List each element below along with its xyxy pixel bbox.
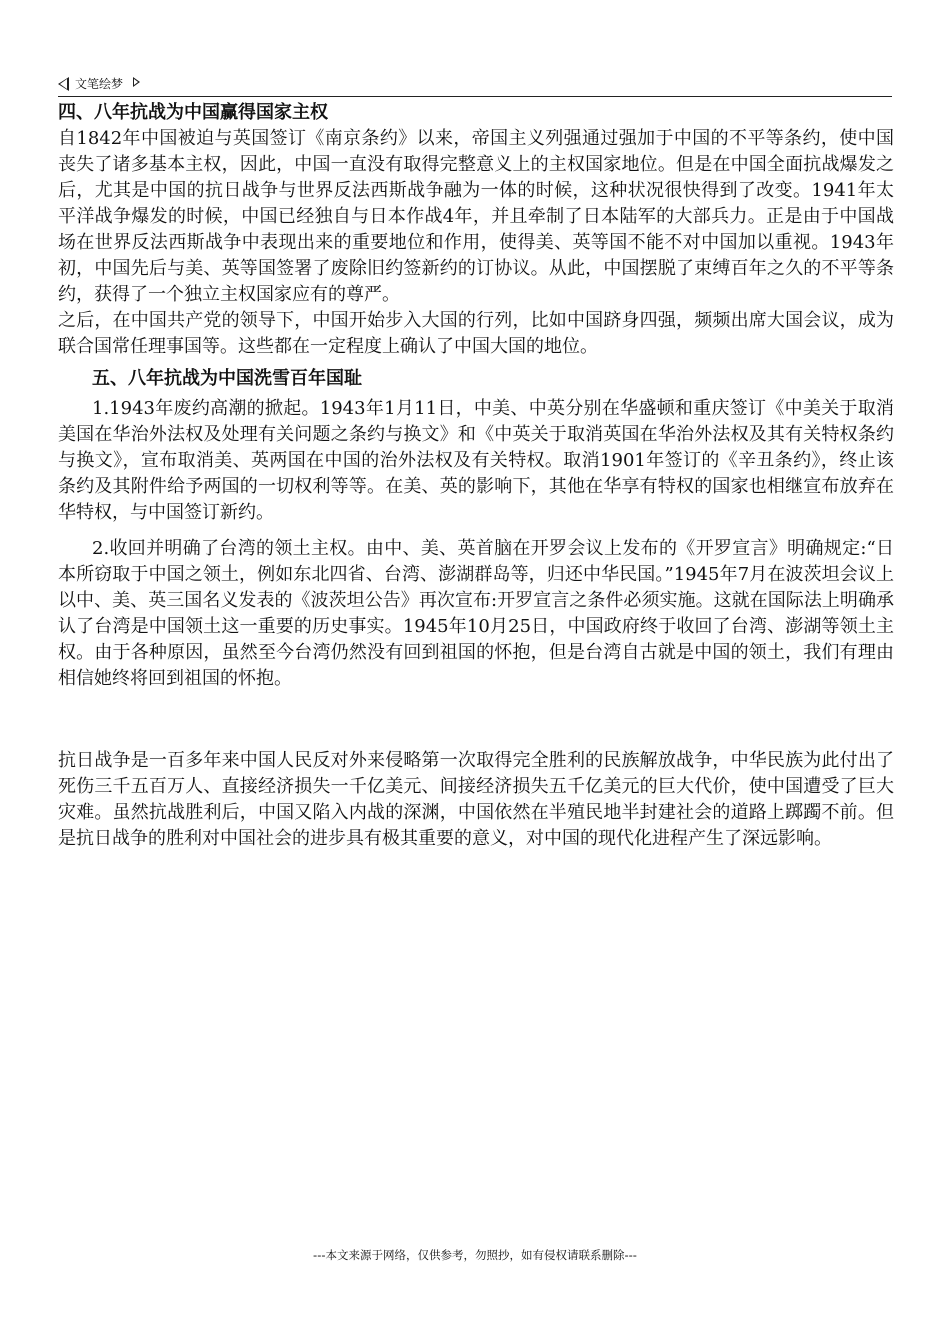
section-4-paragraph-2: 之后，在中国共产党的领导下，中国开始步入大国的行列，比如中国跻身四强，频频出席大国会议，成为联合国常任理事国等。这些都在一定程度上确认了中国大国的地位。 bbox=[58, 310, 894, 357]
section-5-heading: 五、八年抗战为中国洗雪百年国耻 bbox=[92, 368, 362, 389]
page-header bbox=[58, 74, 892, 97]
section-5-paragraph-1: 1.1943年废约高潮的掀起。1943年1月11日，中美、中英分别在华盛顿和重庆签订《中美关于取消美国在华治外法权及处理有关问题之条约与换文》和《中英关于取消英国在华治外法权及其有关特权条约与换文》，宣布取消美、英两国在中国的治外法权及有关特权。取消1901年签订的《辛丑条约》，终止该条约及其附件给予两国的一切权利等等。在美、英的影响下，其他在华享有特权的国家也相继宣布放弃在华特权，与中国签订新约。 bbox=[58, 398, 894, 523]
section-4-paragraph-1: 自1842年中国被迫与英国签订《南京条约》以来，帝国主义列强通过强加于中国的不平等条约，使中国丧失了诸多基本主权，因此，中国一直没有取得完整意义上的主权国家地位。但是在中国全面抗战爆发之后，尤其是中国的抗日战争与世界反法西斯战争融为一体的时候，这种状况很快得到了改变。1941年太平洋战争爆发的时候，中国已经独自与日本作战4年，并且牵制了日本陆军的大部兵力。正是由于中国战场在世界反法西斯战争中表现出来的重要地位和作用，使得美、英等国不能不对中国加以重视。1943年初，中国先后与美、英等国签署了废除旧约签新约的订协议。从此，中国摆脱了束缚百年之久的不平等条约，获得了一个独立主权国家应有的尊严。 bbox=[58, 128, 894, 305]
triangle-left-icon bbox=[58, 77, 69, 91]
section-5-paragraph-2: 2.收回并明确了台湾的领土主权。由中、美、英首脑在开罗会议上发布的《开罗宣言》明确规定:“日本所窃取于中国之领土，例如东北四省、台湾、澎湖群岛等，归还中华民国。”1945年7月在波茨坦会议上以中、美、英三国名义发表的《波茨坦公告》再次宣布:开罗宣言之条件必须实施。这就在国际法上明确承认了台湾是中国领土这一重要的历史事实。1945年10月25日，中国政府终于收回了台湾、澎湖等领土主权。由于各种原因，虽然至今台湾仍然没有回到祖国的怀抱，但是台湾自古就是中国的领土，我们有理由相信她终将回到祖国的怀抱。 bbox=[58, 538, 894, 689]
footer-disclaimer: ---本文来源于网络，仅供参考，勿照抄，如有侵权请联系删除--- bbox=[313, 1248, 637, 1262]
triangle-right-icon bbox=[133, 77, 140, 87]
header-brand bbox=[58, 75, 140, 92]
conclusion-paragraph: 抗日战争是一百多年来中国人民反对外来侵略第一次取得完全胜利的民族解放战争，中华民族为此付出了死伤三千五百万人、直接经济损失一千亿美元、间接经济损失五千亿美元的巨大代价，使中国遭受了巨大灾难。虽然抗战胜利后，中国又陷入内战的深渊，中国依然在半殖民地半封建社会的道路上踯躅不前。但是抗日战争的胜利对中国社会的进步具有极其重要的意义，对中国的现代化进程产生了深远影响。 bbox=[58, 750, 894, 849]
document-body bbox=[58, 100, 894, 852]
header-title: 文笔绘梦 bbox=[75, 77, 124, 91]
section-4-heading: 四、八年抗战为中国赢得国家主权 bbox=[58, 102, 328, 123]
